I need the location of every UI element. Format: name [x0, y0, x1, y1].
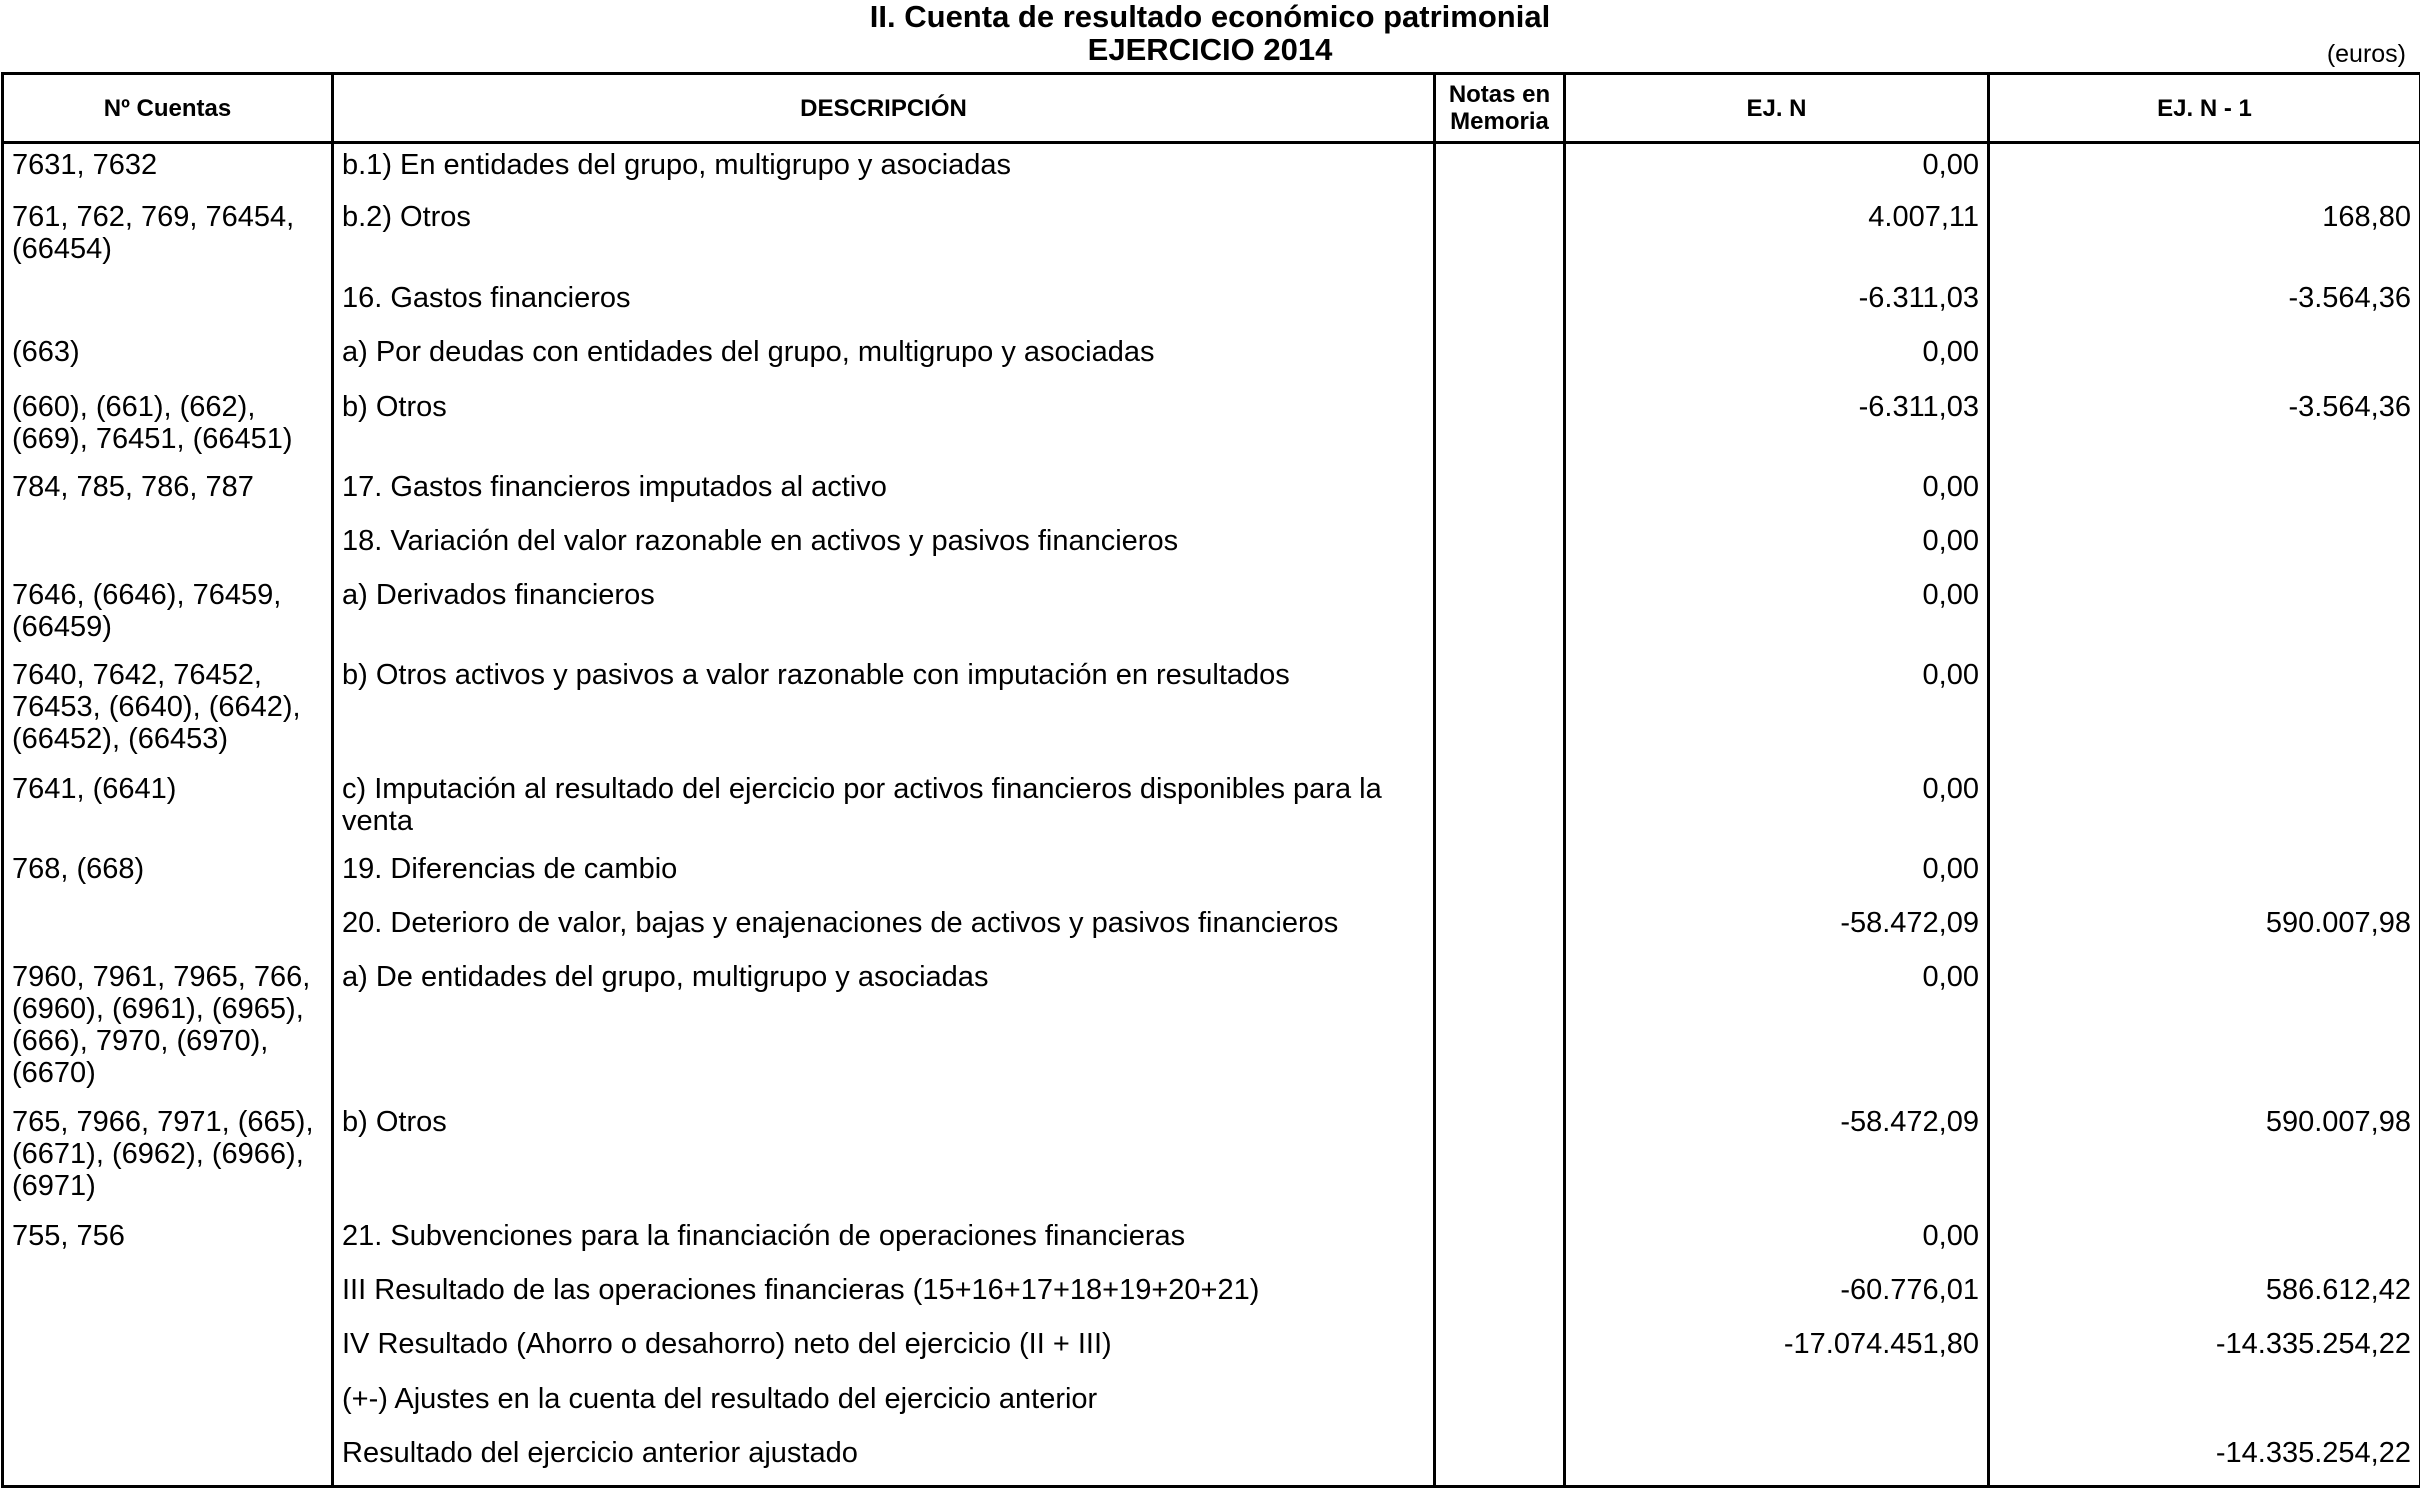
cell-ej-n: -6.311,03 — [1565, 277, 1989, 331]
cell-accounts: 761, 762, 769, 76454, (66454) — [3, 196, 333, 277]
header-ej-n: EJ. N — [1565, 74, 1989, 143]
cell-ej-n: -17.074.451,80 — [1565, 1323, 1989, 1378]
cell-accounts: 7646, (6646), 76459, (66459) — [3, 574, 333, 654]
cell-notes — [1435, 196, 1565, 277]
table-row — [3, 1269, 2420, 1323]
table-row — [3, 1215, 2420, 1269]
cell-accounts — [3, 1378, 333, 1432]
cell-notes — [1435, 277, 1565, 331]
cell-ej-n — [1565, 1378, 1989, 1432]
cell-description: 17. Gastos financieros imputados al activo — [333, 466, 1435, 520]
cell-ej-n: 0,00 — [1565, 848, 1989, 902]
table-row — [3, 1101, 2420, 1215]
table-row — [3, 848, 2420, 902]
cell-description: Resultado del ejercicio anterior ajustado — [333, 1432, 1435, 1487]
cell-description: (+-) Ajustes en la cuenta del resultado del ejercicio anterior — [333, 1378, 1435, 1432]
cell-notes — [1435, 386, 1565, 466]
cell-notes — [1435, 1378, 1565, 1432]
cell-description: 16. Gastos financieros — [333, 277, 1435, 331]
table-row — [3, 331, 2420, 386]
header-accounts: Nº Cuentas — [3, 74, 333, 143]
cell-ej-n1: 168,80 — [1989, 196, 2420, 277]
table-row — [3, 1378, 2420, 1432]
cell-description: c) Imputación al resultado del ejercicio por activos financieros disponibles para la venta — [333, 768, 1435, 848]
cell-ej-n: 0,00 — [1565, 331, 1989, 386]
cell-ej-n: 0,00 — [1565, 574, 1989, 654]
cell-notes — [1435, 956, 1565, 1101]
cell-accounts: 7641, (6641) — [3, 768, 333, 848]
cell-ej-n: -6.311,03 — [1565, 386, 1989, 466]
table-header-row — [3, 74, 2420, 143]
cell-ej-n: 4.007,11 — [1565, 196, 1989, 277]
cell-notes — [1435, 520, 1565, 574]
table-row — [3, 768, 2420, 848]
cell-description: b) Otros — [333, 386, 1435, 466]
cell-accounts — [3, 520, 333, 574]
cell-description: b) Otros activos y pasivos a valor razonable con imputación en resultados — [333, 654, 1435, 768]
cell-ej-n: -60.776,01 — [1565, 1269, 1989, 1323]
table-row — [3, 1432, 2420, 1487]
cell-notes — [1435, 1101, 1565, 1215]
cell-notes — [1435, 574, 1565, 654]
cell-ej-n1 — [1989, 466, 2420, 520]
cell-description: b.1) En entidades del grupo, multigrupo y asociadas — [333, 143, 1435, 196]
cell-ej-n1 — [1989, 1215, 2420, 1269]
cell-accounts: 768, (668) — [3, 848, 333, 902]
cell-ej-n: 0,00 — [1565, 466, 1989, 520]
cell-ej-n1: 586.612,42 — [1989, 1269, 2420, 1323]
cell-notes — [1435, 1269, 1565, 1323]
cell-description: a) Derivados financieros — [333, 574, 1435, 654]
cell-notes — [1435, 1215, 1565, 1269]
cell-notes — [1435, 466, 1565, 520]
table-row — [3, 520, 2420, 574]
cell-ej-n1 — [1989, 520, 2420, 574]
cell-notes — [1435, 1323, 1565, 1378]
cell-ej-n1 — [1989, 143, 2420, 196]
cell-description: III Resultado de las operaciones financieras (15+16+17+18+19+20+21) — [333, 1269, 1435, 1323]
cell-ej-n1 — [1989, 956, 2420, 1101]
table-row — [3, 1323, 2420, 1378]
cell-ej-n1 — [1989, 1378, 2420, 1432]
page-subtitle: EJERCICIO 2014 — [1087, 32, 1333, 67]
cell-ej-n: -58.472,09 — [1565, 1101, 1989, 1215]
table-row — [3, 466, 2420, 520]
cell-accounts — [3, 1432, 333, 1487]
cell-description: 21. Subvenciones para la financiación de operaciones financieras — [333, 1215, 1435, 1269]
cell-notes — [1435, 1432, 1565, 1487]
table-row — [3, 386, 2420, 466]
cell-description: b.2) Otros — [333, 196, 1435, 277]
cell-ej-n1 — [1989, 848, 2420, 902]
cell-accounts: 7640, 7642, 76452, 76453, (6640), (6642), (66452), (66453) — [3, 654, 333, 768]
cell-notes — [1435, 848, 1565, 902]
table-row — [3, 277, 2420, 331]
cell-ej-n1: -3.564,36 — [1989, 386, 2420, 466]
cell-description: 18. Variación del valor razonable en activos y pasivos financieros — [333, 520, 1435, 574]
cell-ej-n1: -14.335.254,22 — [1989, 1432, 2420, 1487]
cell-ej-n1 — [1989, 331, 2420, 386]
table-row — [3, 956, 2420, 1101]
table-row — [3, 196, 2420, 277]
cell-ej-n — [1565, 1432, 1989, 1487]
units-label: (euros) — [2326, 40, 2406, 68]
cell-accounts — [3, 1269, 333, 1323]
table-row — [3, 143, 2420, 196]
header-description: DESCRIPCIÓN — [333, 74, 1435, 143]
cell-accounts — [3, 277, 333, 331]
cell-notes — [1435, 768, 1565, 848]
page-title: II. Cuenta de resultado económico patrimonial — [869, 0, 1551, 34]
cell-ej-n: 0,00 — [1565, 520, 1989, 574]
cell-ej-n1: 590.007,98 — [1989, 902, 2420, 956]
cell-accounts — [3, 902, 333, 956]
cell-ej-n: 0,00 — [1565, 654, 1989, 768]
cell-ej-n1 — [1989, 654, 2420, 768]
cell-description: IV Resultado (Ahorro o desahorro) neto del ejercicio (II + III) — [333, 1323, 1435, 1378]
cell-notes — [1435, 654, 1565, 768]
cell-ej-n: 0,00 — [1565, 1215, 1989, 1269]
cell-accounts: 7631, 7632 — [3, 143, 333, 196]
cell-accounts: 7960, 7961, 7965, 766, (6960), (6961), (6965), (666), 7970, (6970), (6670) — [3, 956, 333, 1101]
cell-notes — [1435, 902, 1565, 956]
cell-notes — [1435, 143, 1565, 196]
cell-ej-n1 — [1989, 574, 2420, 654]
cell-notes — [1435, 331, 1565, 386]
cell-accounts: (660), (661), (662), (669), 76451, (66451) — [3, 386, 333, 466]
header-notes: Notas en Memoria — [1435, 74, 1565, 143]
cell-description: a) Por deudas con entidades del grupo, multigrupo y asociadas — [333, 331, 1435, 386]
financial-statement-table — [1, 72, 2420, 1488]
cell-accounts: 784, 785, 786, 787 — [3, 466, 333, 520]
cell-accounts: 755, 756 — [3, 1215, 333, 1269]
cell-ej-n: 0,00 — [1565, 143, 1989, 196]
cell-description: 19. Diferencias de cambio — [333, 848, 1435, 902]
table-row — [3, 574, 2420, 654]
cell-ej-n: -58.472,09 — [1565, 902, 1989, 956]
cell-accounts — [3, 1323, 333, 1378]
cell-accounts: 765, 7966, 7971, (665), (6671), (6962), (6966), (6971) — [3, 1101, 333, 1215]
cell-ej-n1 — [1989, 768, 2420, 848]
cell-ej-n: 0,00 — [1565, 956, 1989, 1101]
cell-ej-n1: 590.007,98 — [1989, 1101, 2420, 1215]
cell-ej-n1: -14.335.254,22 — [1989, 1323, 2420, 1378]
cell-ej-n: 0,00 — [1565, 768, 1989, 848]
header-ej-n1: EJ. N - 1 — [1989, 74, 2420, 143]
cell-accounts: (663) — [3, 331, 333, 386]
cell-description: a) De entidades del grupo, multigrupo y asociadas — [333, 956, 1435, 1101]
cell-ej-n1: -3.564,36 — [1989, 277, 2420, 331]
cell-description: 20. Deterioro de valor, bajas y enajenaciones de activos y pasivos financieros — [333, 902, 1435, 956]
table-row — [3, 902, 2420, 956]
cell-description: b) Otros — [333, 1101, 1435, 1215]
table-row — [3, 654, 2420, 768]
